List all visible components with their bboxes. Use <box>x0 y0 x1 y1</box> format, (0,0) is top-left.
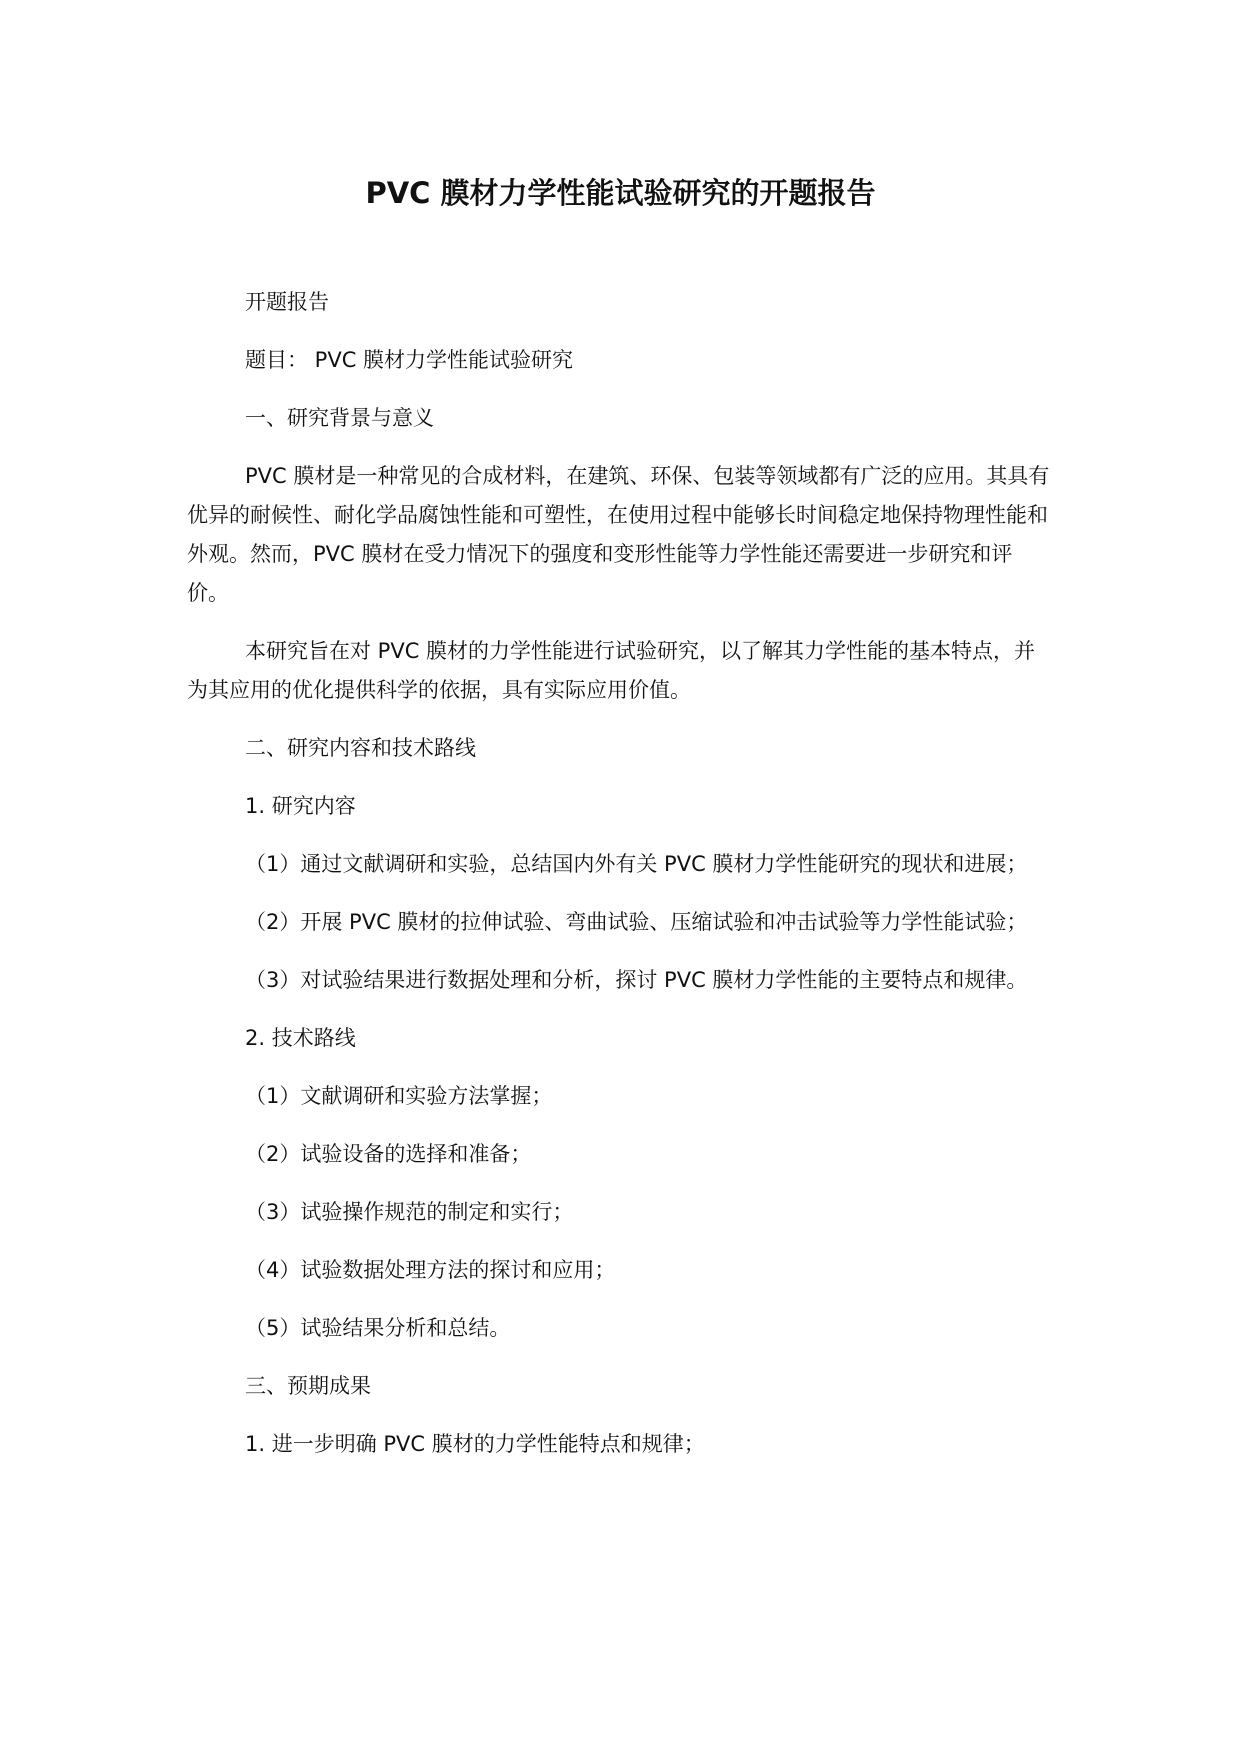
subheading-research-content: 1. 研究内容 <box>245 794 356 818</box>
report-label: 开题报告 <box>245 290 329 314</box>
section-heading-background: 一、研究背景与意义 <box>245 406 434 430</box>
route-item: （3）试验操作规范的制定和实行； <box>245 1200 574 1224</box>
topic-line: 题目： PVC 膜材力学性能试验研究 <box>245 348 574 372</box>
route-item: （4）试验数据处理方法的探讨和应用； <box>245 1258 616 1282</box>
route-item: （5）试验结果分析和总结。 <box>245 1316 511 1340</box>
document-title: PVC 膜材力学性能试验研究的开题报告 <box>365 176 876 210</box>
background-paragraph-1: PVC 膜材是一种常见的合成材料，在建筑、环保、包装等领域都有广泛的应用。其具有优异的耐候性、耐化学品腐蚀性能和可塑性，在使用过程中能够长时间稳定地保持物理性能和外观。然而，PVC 膜材在受力情况下的强度和变形性能等力学性能还需要进一步研究和评价。 <box>187 464 1050 605</box>
section-heading-content-route: 二、研究内容和技术路线 <box>245 736 476 760</box>
content-item: （1）通过文献调研和实验，总结国内外有关 PVC 膜材力学性能研究的现状和进展； <box>245 852 1028 876</box>
content-item: （3）对试验结果进行数据处理和分析，探讨 PVC 膜材力学性能的主要特点和规律。 <box>245 968 1028 992</box>
content-item: （2）开展 PVC 膜材的拉伸试验、弯曲试验、压缩试验和冲击试验等力学性能试验； <box>245 910 1028 934</box>
outcome-item: 1. 进一步明确 PVC 膜材的力学性能特点和规律； <box>245 1432 705 1456</box>
route-item: （2）试验设备的选择和准备； <box>245 1142 532 1166</box>
subheading-technical-route: 2. 技术路线 <box>245 1026 356 1050</box>
background-paragraph-2: 本研究旨在对 PVC 膜材的力学性能进行试验研究，以了解其力学性能的基本特点，并为其应用的优化提供科学的依据，具有实际应用价值。 <box>187 639 1036 702</box>
route-item: （1）文献调研和实验方法掌握； <box>245 1084 553 1108</box>
document-body <box>187 283 1053 1483</box>
section-heading-expected-results: 三、预期成果 <box>245 1374 371 1398</box>
